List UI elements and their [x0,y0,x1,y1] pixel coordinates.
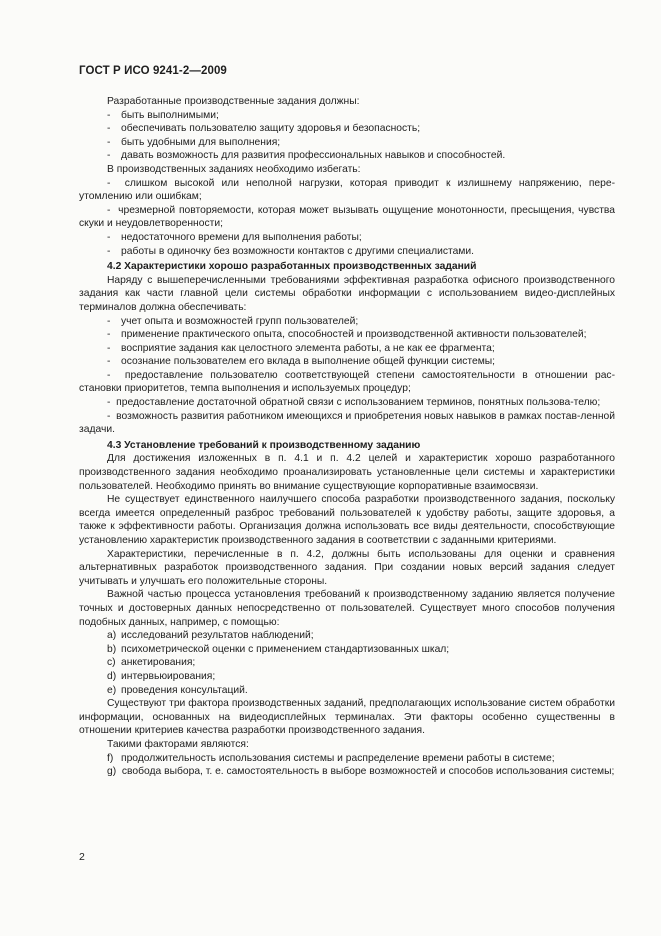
characteristics-list [79,315,615,437]
list-item: - слишком высокой или неполной нагрузки, которая приводит к излишнему напряжению, пере-утомлению или ошибкам; [79,177,616,203]
list-item: e) проведения консультаций. [107,684,248,696]
document-body [79,95,615,779]
list-item: g) свобода выбора, т. е. самостоятельность в выборе возможностей и способов использования системы; [107,766,615,778]
list-item: - давать возможность для развития профессиональных навыков и способностей. [107,150,506,162]
requirements-list [79,109,615,163]
paragraph: Наряду с вышеперечисленными требованиями эффективная разработка офисного производственного задания как части главной цели системы обработки информации с использованием видео-дисплейных терминалов должна обеспечивать: [79,274,615,313]
list-item: - возможность развития работником имеющихся и приобретения новых навыков в рамках постав-ленной задачи. [79,410,615,436]
list-item: - работы в одиночку без возможности контактов с другими специалистами. [107,245,474,257]
paragraph: Такими факторами являются: [107,738,249,750]
document-header: ГОСТ Р ИСО 9241-2—2009 [79,65,227,77]
paragraph: Для достижения изложенных в п. 4.1 и п. 4.2 целей и характеристик хорошо разработанного производственного задания необходимо проанализировать установленные цели системы и характеристики пользователей. Необходимо принять во внимание существующие корпоративные взаимосвязи. [79,453,615,492]
section-heading-4-2: 4.2 Характеристики хорошо разработанных производственных заданий [107,261,477,273]
paragraph: Разработанные производственные задания должны: [107,96,360,107]
list-item: - восприятие задания как целостного элемента работы, а не как ее фрагмента; [107,342,495,354]
list-item: - недостаточного времени для выполнения работы; [107,231,362,243]
factors-list [79,752,615,779]
paragraph: Не существует единственного наилучшего способа разработки производственного задания, поскольку всегда имеется определенный разброс требований пользователей к удобству работы, защите здоровья, а также к эффективности работы. Организация должна использовать все виды деятельности, способствующие установлению характеристик производственного задания в соответствии с заданными критериями. [79,494,615,546]
list-item: a) исследований результатов наблюдений; [107,630,314,642]
list-item: d) интервьюирования; [107,670,216,682]
list-item: - учет опыта и возможностей групп пользователей; [107,315,359,327]
list-item: - применение практического опыта, способностей и производственной активности пользователей; [107,329,587,341]
paragraph: Важной частью процесса установления требований к производственному заданию является получение точных и достоверных данных непосредственно от пользователей. Существует много способов получения подобных данных, например, с помощью: [79,589,615,628]
avoid-list [79,177,615,259]
list-item: - предоставление пользователю соответствующей степени самостоятельности в отношении рас-становки приоритетов, темпа выполнения и используемых процедур; [79,369,615,395]
paragraph: В производственных заданиях необходимо избегать: [107,163,361,175]
paragraph: Существуют три фактора производственных заданий, предполагающих использование систем обработки информации, основанных на видеодисплейных терминалах. Эти факторы особенно существенны в отношении критериев качества разработки производственного задания. [79,698,615,737]
data-sources-list [79,629,615,697]
list-item: - быть удобными для выполнения; [107,136,281,148]
section-heading-4-3: 4.3 Установление требований к производственному заданию [107,439,421,451]
list-item: b) психометрической оценки с применением стандартизованных шкал; [107,643,450,655]
list-item: - осознание пользователем его вклада в выполнение общей функции системы; [107,356,496,368]
list-item: c) анкетирования; [107,657,196,669]
page-number: 2 [79,851,85,863]
list-item: - предоставление достаточной обратной связи с использованием терминов, понятных пользова-телю; [107,397,601,409]
list-item: - обеспечивать пользователю защиту здоровья и безопасность; [107,123,421,135]
list-item: - чрезмерной повторяемости, которая может вызывать ощущение монотонности, пресыщения, чувства скуки и неудовлетворенности; [79,204,615,230]
list-item: - быть выполнимыми; [107,109,219,121]
paragraph: Характеристики, перечисленные в п. 4.2, должны быть использованы для оценки и сравнения альтернативных разработок производственного задания. При создании новых версий задания следует учитывать и улучшать его положительные стороны. [79,548,615,587]
list-item: f) продолжительность использования системы и распределение времени работы в системе; [107,752,555,764]
